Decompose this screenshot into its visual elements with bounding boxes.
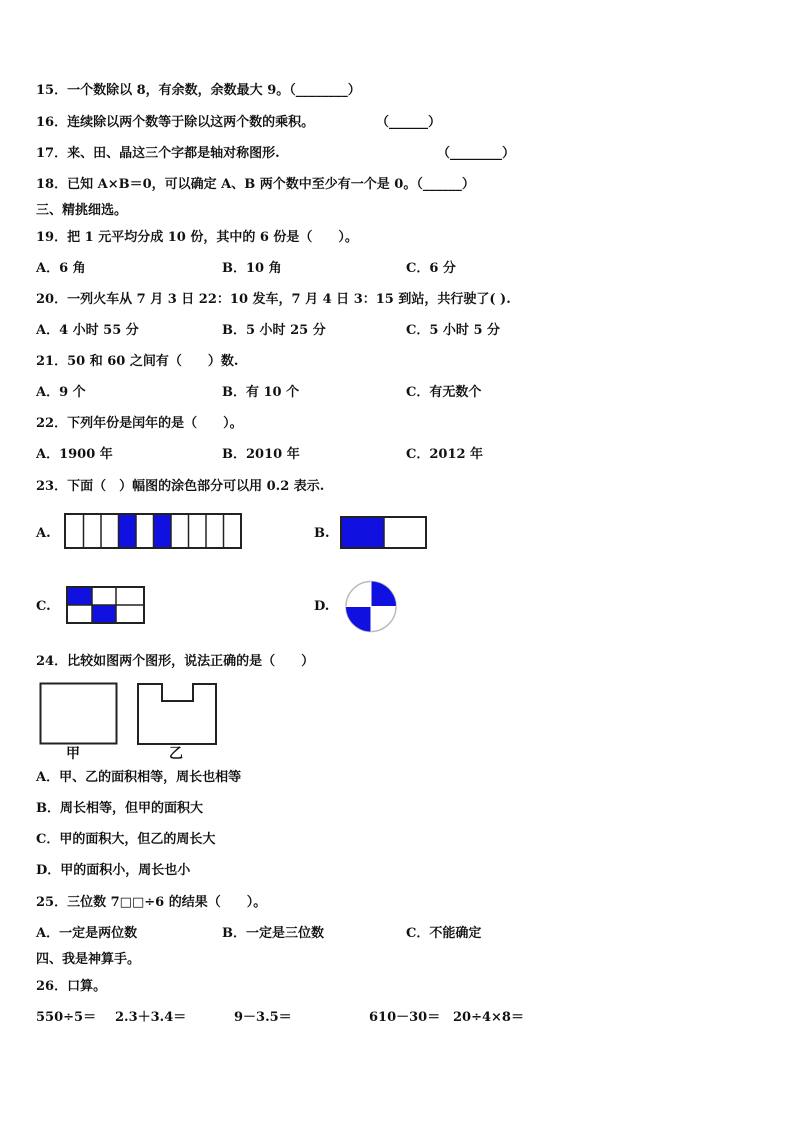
option-19-a: A．6 角 [36, 261, 86, 276]
figure-yi-notched-shape [136, 682, 218, 746]
question-19: 19．把 1 元平均分成 10 份，其中的 6 份是（ ）。 [36, 230, 358, 245]
figure-a-strip [64, 513, 244, 551]
question-21: 21．50 和 60 之间有（ ）数. [36, 354, 239, 369]
figure-jia-label: 甲 [66, 746, 80, 762]
option-20-c: C．5 小时 5 分 [406, 323, 501, 338]
figure-label-b: B. [314, 526, 330, 541]
option-24-b: B．周长相等，但甲的面积大 [36, 801, 203, 816]
option-22-a: A．1900 年 [36, 447, 113, 462]
option-24-c: C．甲的面积大，但乙的周长大 [36, 832, 216, 847]
option-19-c: C．6 分 [406, 261, 456, 276]
figure-label-c: C. [36, 599, 51, 614]
section-4-heading: 四、我是神算手。 [36, 952, 141, 967]
option-22-b: B．2010 年 [222, 447, 300, 462]
question-23: 23．下面（ ）幅图的涂色部分可以用 0.2 表示. [36, 479, 325, 494]
answer-blank-16: （______） [376, 115, 442, 130]
question-24: 24．比较如图两个图形，说法正确的是（ ） [36, 654, 315, 669]
calc-item-1: 550÷5＝ [36, 1010, 97, 1025]
question-20: 20．一列火车从 7 月 3 日 22：10 发车，7 月 4 日 3：15 到站，共行驶了( ). [36, 292, 511, 307]
calc-item-5: 20÷4×8＝ [453, 1010, 524, 1025]
option-24-d: D．甲的面积小，周长也小 [36, 863, 191, 878]
figure-yi-label: 乙 [169, 746, 183, 762]
option-21-c: C．有无数个 [406, 385, 482, 400]
calc-item-2: 2.3＋3.4＝ [115, 1010, 187, 1025]
figure-c-grid [66, 586, 146, 626]
figure-d-circle [344, 578, 398, 636]
option-21-b: B．有 10 个 [222, 385, 300, 400]
question-22: 22．下列年份是闰年的是（ ）。 [36, 416, 243, 431]
option-24-a: A．甲、乙的面积相等，周长也相等 [36, 770, 242, 785]
question-18: 18．已知 A×B＝0，可以确定 A、B 两个数中至少有一个是 0。（______） [36, 177, 475, 192]
calc-item-4: 610－30＝ [369, 1010, 441, 1025]
figure-b-bar [340, 516, 428, 550]
figure-label-d: D. [314, 599, 330, 614]
option-19-b: B．10 角 [222, 261, 282, 276]
option-20-a: A．4 小时 55 分 [36, 323, 139, 338]
option-25-b: B．一定是三位数 [222, 926, 324, 941]
option-25-c: C．不能确定 [406, 926, 482, 941]
option-25-a: A．一定是两位数 [36, 926, 138, 941]
figure-jia-rectangle [39, 682, 119, 746]
question-26: 26．口算。 [36, 979, 107, 994]
option-22-c: C．2012 年 [406, 447, 484, 462]
calc-item-3: 9－3.5＝ [234, 1010, 292, 1025]
section-3-heading: 三、精挑细选。 [36, 203, 128, 218]
figure-label-a: A. [36, 526, 51, 541]
option-20-b: B．5 小时 25 分 [222, 323, 326, 338]
option-21-a: A．9 个 [36, 385, 86, 400]
question-25: 25．三位数 7□□÷6 的结果（ ）。 [36, 895, 267, 910]
question-16: 16．连续除以两个数等于除以这两个数的乘积。 [36, 115, 315, 130]
question-17: 17．来、田、晶这三个字都是轴对称图形. [36, 146, 280, 161]
answer-blank-17: （________） [437, 146, 516, 161]
question-15: 15．一个数除以 8，有余数，余数最大 9。（________） [36, 83, 361, 98]
